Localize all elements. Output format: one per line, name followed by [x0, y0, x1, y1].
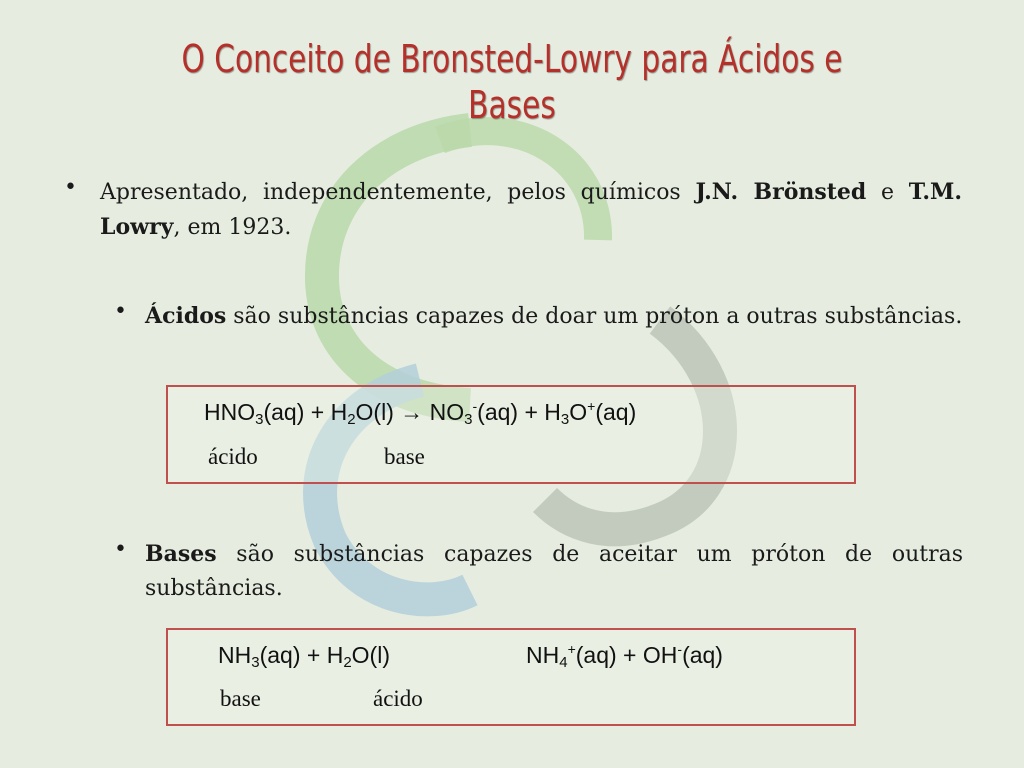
acids-definition: são substâncias capazes de doar um próton a outras substâncias. [226, 304, 963, 329]
reaction-equation-2-reactants: $NH_3(aq) + H_2O(l)$ [218, 642, 390, 671]
intro-text-pre: Apresentado, independentemente, pelos químicos [100, 180, 696, 205]
reaction-equation-2-products: $NH_4^+(aq) + OH^-(aq)$ [526, 641, 723, 671]
acids-bullet [145, 299, 963, 334]
intro-conj: e [866, 180, 909, 205]
bases-term: Bases [145, 541, 217, 567]
bullet-dot: • [114, 299, 127, 324]
reaction-equation-1: $HNO_3(aq) + H_2O(l) \to NO_3^-(aq) + H_3O^+(aq)$ [204, 398, 637, 428]
label-base: base [220, 686, 261, 711]
label-base: base [384, 444, 425, 469]
green-arc [322, 130, 470, 405]
chemist-name-1: J.N. Brönsted [695, 179, 867, 205]
reaction-arrow: → [400, 399, 424, 425]
bases-bullet [145, 537, 963, 606]
bases-definition: são substâncias capazes de aceitar um próton de outras substâncias. [145, 542, 963, 601]
label-acid: ácido [373, 686, 423, 711]
bullet-dot: • [64, 175, 77, 200]
reaction-box-acid [166, 385, 856, 484]
bullet-dot: • [114, 537, 127, 562]
label-acid: ácido [208, 444, 258, 469]
chemist-name-2: T.M. Lowry [100, 179, 962, 240]
acids-term: Ácidos [145, 303, 227, 329]
intro-bullet [100, 175, 962, 245]
slide-title: O Conceito de Bronsted-Lowry para Ácidos e Bases [181, 37, 843, 127]
reaction-box-base [166, 628, 856, 726]
intro-text-post: , em 1923. [173, 215, 292, 240]
